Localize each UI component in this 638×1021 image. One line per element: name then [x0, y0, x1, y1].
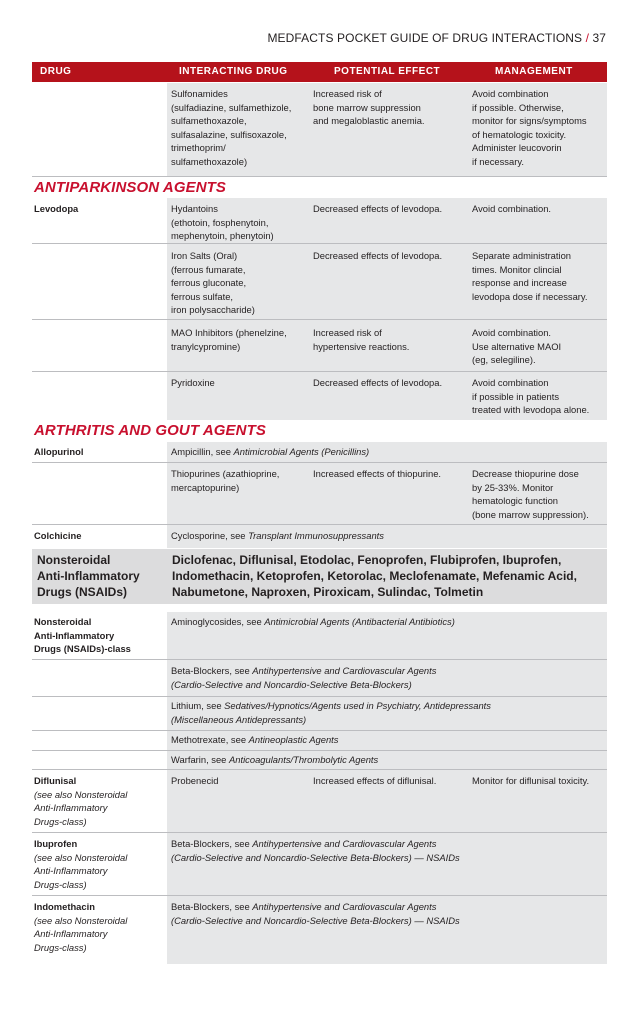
table-row-ibuprofen [32, 833, 607, 896]
drug-cell: Colchicine [34, 530, 82, 541]
table-row-diflunisal [32, 770, 607, 833]
interacting-drug-cell: MAO Inhibitors (phenelzine, tranylcypromine) [171, 327, 287, 352]
drug-cell: Ibuprofen (see also Nonsteroidal Anti-Inflammatory Drugs-class) [34, 838, 128, 890]
column-header-drug: DRUG [40, 66, 72, 77]
table-row-nsaid-aminoglycosides [32, 612, 607, 660]
drug-cell: Nonsteroidal Anti-Inflammatory Drugs (NSAIDs)-class [34, 616, 131, 654]
page-header-slash: / [585, 31, 589, 45]
interacting-drug-cell: Beta-Blockers, see Antihypertensive and Cardiovascular Agents (Cardio-Selective and Noncardio-Selective Beta-Blockers) [171, 665, 437, 690]
interacting-drug-cell: Sulfonamides (sulfadiazine, sulfamethizole, sulfamethoxazole, sulfasalazine, sulfisoxazole, trimethoprim/ sulfamethoxazole) [171, 88, 292, 167]
drug-cell: Diflunisal (see also Nonsteroidal Anti-Inflammatory Drugs-class) [34, 775, 128, 827]
potential-effect-cell: Decreased effects of levodopa. [313, 377, 443, 388]
interacting-drug-cell: Iron Salts (Oral) (ferrous fumarate, ferrous gluconate, ferrous sulfate, iron polysaccharide) [171, 250, 255, 315]
interacting-drug-cell: Probenecid [171, 775, 219, 786]
table-row-allopurinol-ampicillin [32, 442, 607, 463]
management-cell: Decrease thiopurine dose by 25-33%. Monitor hematologic function (bone marrow suppression). [472, 468, 589, 520]
column-header-potential-effect: POTENTIAL EFFECT [334, 66, 441, 77]
potential-effect-cell: Increased effects of thiopurine. [313, 468, 442, 479]
interacting-drug-cell: Cyclosporine, see Transplant Immunosuppressants [171, 530, 384, 541]
table-row-nsaid-methotrexate [32, 731, 607, 751]
potential-effect-cell: Increased risk of hypertensive reactions. [313, 327, 410, 352]
table-row-nsaid-lithium [32, 697, 607, 731]
potential-effect-cell: Decreased effects of levodopa. [313, 250, 443, 261]
column-header-management: MANAGEMENT [495, 66, 573, 77]
interacting-drug-cell: Beta-Blockers, see Antihypertensive and Cardiovascular Agents (Cardio-Selective and Noncardio-Selective Beta-Blockers) — NSAIDs [171, 838, 460, 863]
section-title-arthritis-gout: ARTHRITIS AND GOUT AGENTS [34, 422, 266, 439]
interacting-drug-cell: Methotrexate, see Antineoplastic Agents [171, 734, 339, 745]
interacting-drug-cell: Warfarin, see Anticoagulants/Thrombolytic Agents [171, 754, 379, 765]
drug-cell: Allopurinol [34, 446, 84, 457]
table-row-colchicine [32, 525, 607, 548]
drug-cell: Levodopa [34, 203, 79, 214]
column-header-interacting-drug: INTERACTING DRUG [179, 66, 288, 77]
management-cell: Separate administration times. Monitor clincial response and increase levodopa dose if necessary. [472, 250, 588, 302]
table-row-indomethacin [32, 896, 607, 964]
table-row-nsaid-warfarin [32, 751, 607, 770]
nsaid-group-band [32, 549, 607, 604]
table-header [32, 62, 607, 82]
page-header [267, 31, 606, 45]
interacting-drug-cell: Ampicillin, see Antimicrobial Agents (Penicillins) [171, 446, 370, 457]
management-cell: Avoid combination. [472, 203, 552, 214]
section-title-antiparkinson: ANTIPARKINSON AGENTS [34, 179, 227, 196]
management-cell: Avoid combination if possible in patients treated with levodopa alone. [472, 377, 590, 415]
management-cell: Avoid combination if possible. Otherwise, monitor for signs/symptoms of hematologic toxicity. Administer leucovorin if necessary. [472, 88, 587, 167]
drug-cell: Indomethacin (see also Nonsteroidal Anti-Inflammatory Drugs-class) [34, 901, 128, 953]
interacting-drug-cell: Pyridoxine [171, 377, 215, 388]
interacting-drug-cell: Beta-Blockers, see Antihypertensive and Cardiovascular Agents (Cardio-Selective and Noncardio-Selective Beta-Blockers) — NSAIDs [171, 901, 460, 926]
management-cell: Avoid combination. Use alternative MAOI (eg, selegiline). [472, 327, 562, 365]
nsaid-group-label: Nonsteroidal Anti-Inflammatory Drugs (NSAIDs) [37, 553, 140, 599]
table-row-levodopa-pyridoxine [32, 372, 607, 420]
table-row-levodopa-hydantoins [32, 198, 607, 244]
nsaid-drug-list: Diclofenac, Diflunisal, Etodolac, Fenoprofen, Flubiprofen, Ibuprofen, Indomethacin, Ketoprofen, Ketorolac, Meclofenamate, Mefenamic Acid, Nabumetone, Naproxen, Piroxicam, Sulindac, Tolmetin [172, 553, 577, 599]
potential-effect-cell: Decreased effects of levodopa. [313, 203, 443, 214]
interacting-drug-cell: Lithium, see Sedatives/Hypnotics/Agents used in Psychiatry, Antidepressants (Miscellaneous Antidepressants) [171, 700, 491, 725]
potential-effect-cell: Increased effects of diflunisal. [313, 775, 437, 786]
page-number: 37 [592, 31, 606, 45]
table-row-nsaid-beta-blockers [32, 660, 607, 697]
table-row-levodopa-iron-salts [32, 244, 607, 320]
page-header-title: MEDFACTS POCKET GUIDE OF DRUG INTERACTIONS [267, 31, 583, 45]
table-row-sulfonamides [32, 83, 607, 177]
interacting-drug-cell: Thiopurines (azathioprine, mercaptopurine) [171, 468, 280, 493]
management-cell: Monitor for diflunisal toxicity. [472, 775, 590, 786]
table-row-levodopa-mao-inhibitors [32, 320, 607, 372]
table-row-allopurinol-thiopurines [32, 463, 607, 525]
interacting-drug-cell: Aminoglycosides, see Antimicrobial Agents (Antibacterial Antibiotics) [171, 616, 455, 627]
interacting-drug-cell: Hydantoins (ethotoin, fosphenytoin, mephenytoin, phenytoin) [171, 203, 274, 241]
potential-effect-cell: Increased risk of bone marrow suppression and megaloblastic anemia. [313, 88, 425, 126]
